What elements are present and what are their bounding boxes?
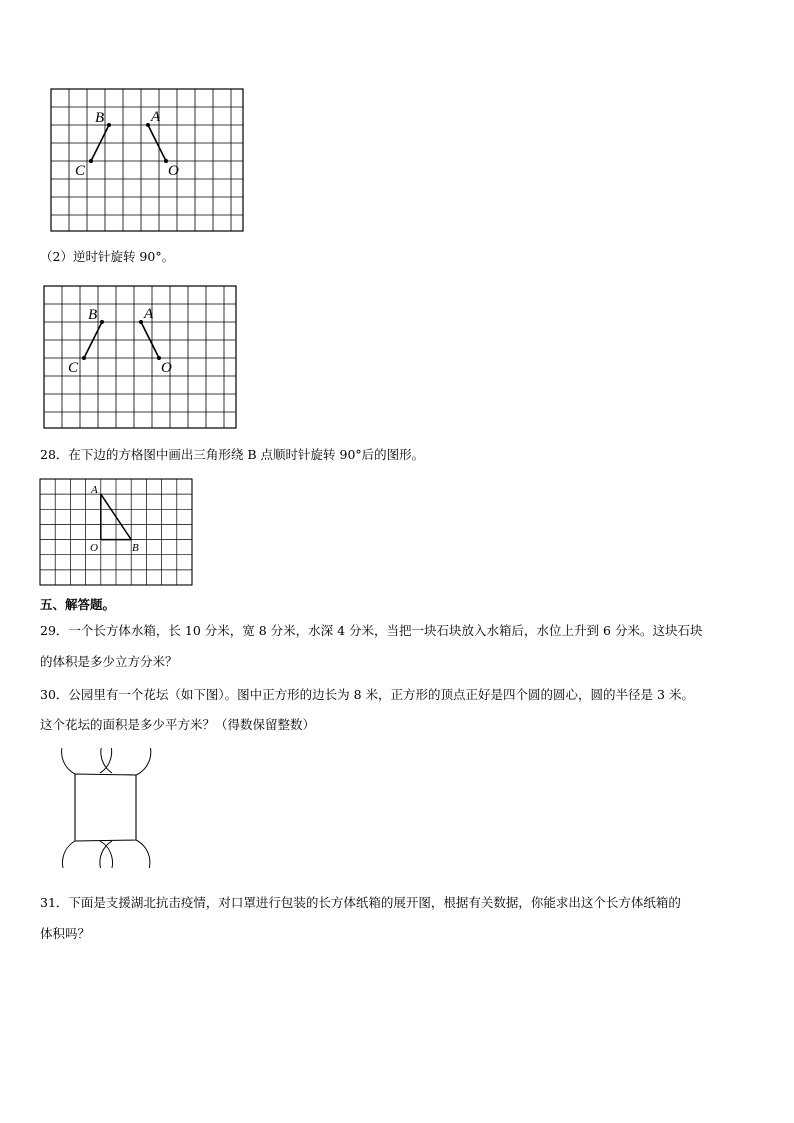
grid-lines — [51, 89, 243, 231]
question-31-line-1: 31．下面是支援湖北抗击疫情，对口罩进行包装的长方体纸箱的展开图，根据有关数据，你能求出这个长方体纸箱的 — [40, 895, 681, 910]
point-c — [82, 356, 86, 360]
arc-top-left — [62, 748, 112, 774]
point-a — [139, 320, 143, 324]
label-b: B — [95, 110, 105, 126]
point-b — [100, 320, 104, 324]
label-c: C — [75, 163, 86, 179]
grid-lines — [44, 286, 236, 428]
center-square — [75, 774, 136, 841]
grid-figure-3 — [39, 478, 195, 588]
question-30-line-1: 30．公园里有一个花坛（如下图）。图中正方形的边长为 8 米，正方形的顶点正好是四个圆的圆心，圆的半径是 3 米。 — [40, 687, 694, 702]
arc-top-right — [101, 748, 151, 775]
arc-bottom-left — [63, 841, 113, 868]
arc-bottom-right — [100, 840, 150, 868]
label-o: O — [161, 360, 172, 376]
grid-lines — [40, 479, 192, 585]
question-29-line-2: 的体积是多少立方分米？ — [40, 654, 178, 669]
point-b — [107, 123, 111, 127]
point-c — [89, 159, 93, 163]
label-a: A — [144, 306, 154, 322]
grid-figure-2 — [43, 285, 239, 431]
label-b: B — [132, 542, 139, 554]
section-5-heading: 五、解答题。 — [40, 597, 116, 612]
grid-figure-1 — [50, 88, 246, 234]
label-o: O — [168, 163, 179, 179]
label-o: O — [90, 542, 98, 554]
label-b: B — [88, 307, 98, 323]
point-a — [146, 123, 150, 127]
flower-bed-figure — [46, 748, 166, 868]
question-30-line-2: 这个花坛的面积是多少平方米？（得数保留整数） — [40, 717, 316, 732]
question-27-part-2: （2）逆时针旋转 90°。 — [40, 249, 175, 264]
label-a: A — [151, 109, 161, 125]
label-c: C — [68, 360, 79, 376]
label-a: A — [91, 484, 98, 496]
question-31-line-2: 体积吗？ — [40, 926, 91, 941]
question-28: 28．在下边的方格图中画出三角形绕 B 点顺时针旋转 90°后的图形。 — [40, 447, 425, 462]
question-29-line-1: 29．一个长方体水箱，长 10 分米，宽 8 分米，水深 4 分米，当把一块石块放入水箱后，水位上升到 6 分米。这块石块 — [40, 623, 703, 638]
